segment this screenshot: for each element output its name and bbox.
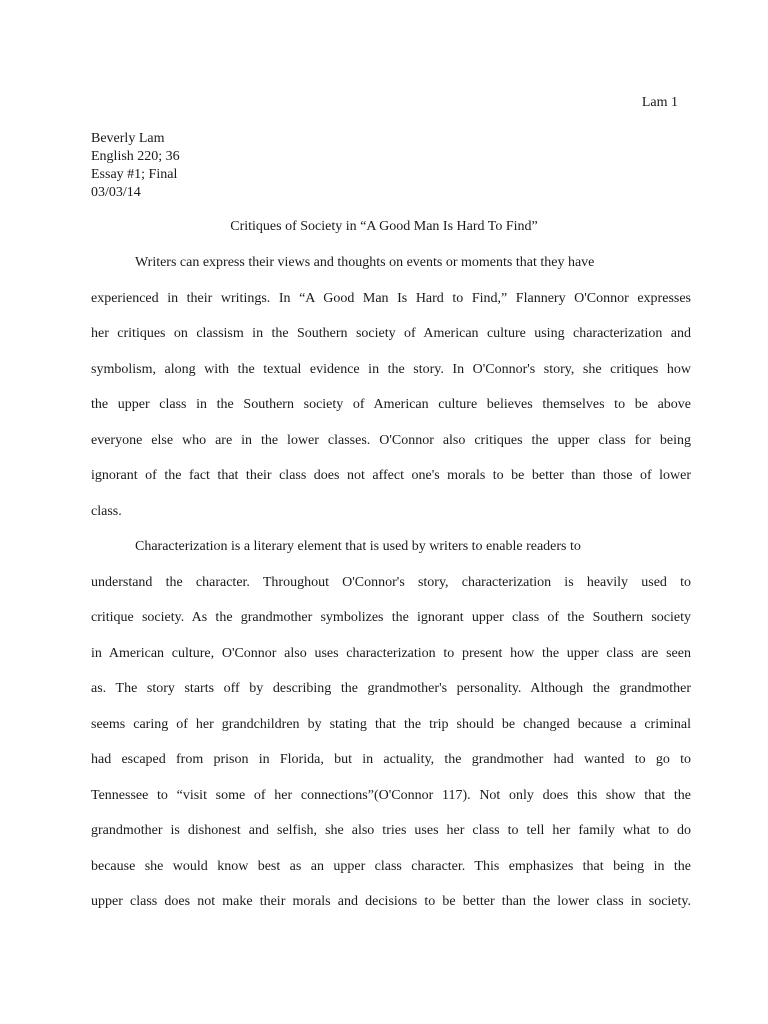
assignment-info: Essay #1; Final — [91, 167, 178, 182]
essay-date: 03/03/14 — [91, 185, 141, 200]
heading-block — [91, 130, 180, 202]
paragraph-2-line: understand the character. Throughout O'Connor's story, characterization is heavily used to — [91, 574, 691, 590]
paragraph-1-line: the upper class in the Southern society of American culture believes themselves to be above — [91, 397, 691, 412]
course-info: English 220; 36 — [91, 149, 180, 164]
paragraph-1-line: class. — [91, 503, 122, 519]
paragraph-2-line: Characterization is a literary element that is used by writers to enable readers to — [135, 539, 581, 554]
running-header: Lam 1 — [641, 95, 678, 110]
paragraph-2-line: grandmother is dishonest and selfish, she also tries uses her class to tell her family what to do — [91, 823, 691, 838]
paragraph-1-line: Writers can express their views and thoughts on events or moments that they have — [135, 255, 595, 270]
paragraph-1-line: everyone else who are in the lower classes. O'Connor also critiques the upper class for being — [91, 432, 691, 448]
paragraph-1-line: her critiques on classism in the Southern society of American culture using characterization and — [91, 326, 691, 341]
paragraph-2-line: as. The story starts off by describing the grandmother's personality. Although the grandmother — [91, 681, 691, 696]
paragraph-1-line: symbolism, along with the textual evidence in the story. In O'Connor's story, she critiques how — [91, 361, 691, 377]
essay-title: Critiques of Society in “A Good Man Is Hard To Find” — [230, 219, 538, 234]
paragraph-2-line: because she would know best as an upper class character. This emphasizes that being in the — [91, 858, 691, 874]
paragraph-1-line: ignorant of the fact that their class does not affect one's morals to be better than those of lower — [91, 468, 691, 483]
paragraph-2-line: Tennessee to “visit some of her connections”(O'Connor 117). Not only does this show that the — [91, 787, 691, 803]
paragraph-2-line: seems caring of her grandchildren by stating that the trip should be changed because a criminal — [91, 716, 691, 732]
paragraph-2-line: in American culture, O'Connor also uses characterization to present how the upper class are seen — [91, 645, 691, 661]
paragraph-2-line: upper class does not make their morals and decisions to be better than the lower class in society. — [91, 894, 691, 909]
paragraph-2-line: had escaped from prison in Florida, but in actuality, the grandmother had wanted to go to — [91, 752, 691, 767]
author-name: Beverly Lam — [91, 131, 165, 146]
paragraph-1-line: experienced in their writings. In “A Good Man Is Hard to Find,” Flannery O'Connor expresses — [91, 290, 691, 306]
paragraph-2-line: critique society. As the grandmother symbolizes the ignorant upper class of the Southern society — [91, 610, 691, 625]
essay-body — [91, 245, 691, 920]
